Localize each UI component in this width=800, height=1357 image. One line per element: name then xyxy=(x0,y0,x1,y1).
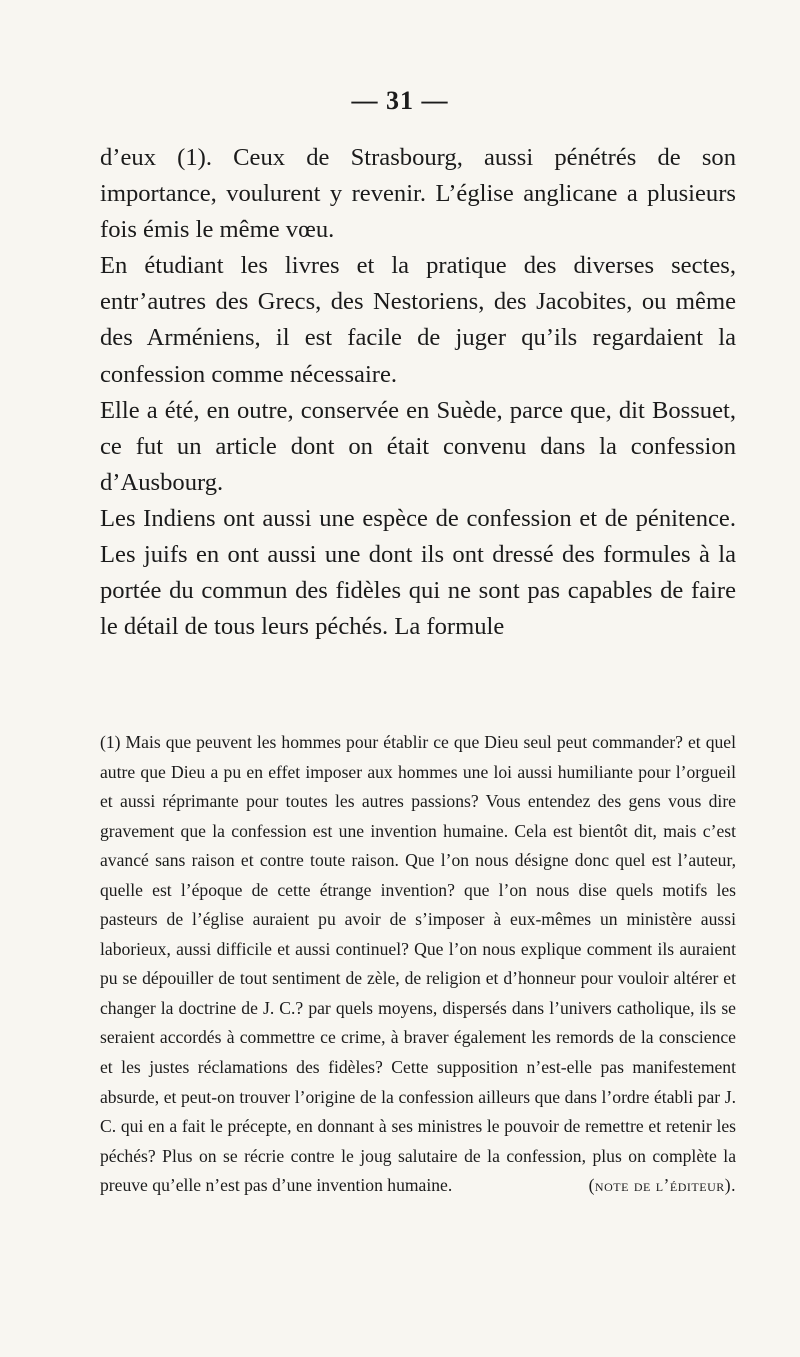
footnote xyxy=(100,728,736,1201)
footnote-text xyxy=(100,728,736,1201)
footnote-attribution: (note de l’éditeur). xyxy=(588,1175,736,1196)
paragraph-4: Les Indiens ont aussi une espèce de confession et de pénitence. Les juifs en ont aussi une dont ils ont dressé des formules à la portée du commun des fidèles qui ne sont pas capables de faire le détail de tous leurs péchés. La formule xyxy=(100,504,736,641)
page-number-header: — 31 — xyxy=(351,86,449,115)
paragraph-3: Elle a été, en outre, conservée en Suède, parce que, dit Bossuet, ce fut un article dont on était convenu dans la confession d’Ausbourg. xyxy=(100,396,736,496)
paragraph-2: En étudiant les livres et la pratique des diverses sectes, entr’autres des Grecs, des Nestoriens, des Jacobites, ou même des Arméniens, il est facile de juger qu’ils regardaient la confession comme nécessaire. xyxy=(100,252,736,388)
paragraph-1: d’eux (1). Ceux de Strasbourg, aussi pénétrés de son importance, voulurent y revenir. L’église anglicane a plusieurs fois émis le même vœu. xyxy=(100,144,736,244)
footnote-body: (1) Mais que peuvent les hommes pour établir ce que Dieu seul peut commander? et quel autre que Dieu a pu en effet imposer aux hommes une loi aussi humiliante pour l’orgueil et aussi réprimante pour toutes les autres passions? Vous entendez des gens vous dire gravement que la confession est une invention humaine. Cela est bientôt dit, mais c’est avancé sans raison et contre toute raison. Que l’on nous désigne donc quel est l’auteur, quelle est l’époque de cette étrange invention? que l’on nous dise quels motifs les pasteurs de l’église auraient pu avoir de s’imposer à eux-mêmes un ministère aussi laborieux, aussi difficile et aussi continuel? Que l’on nous explique comment ils auraient pu se dépouiller de tout sentiment de zèle, de religion et d’honneur pour vouloir altérer et changer la doctrine de J. C.? par quels moyens, dispersés dans l’univers catholique, ils se seraient accordés à commettre ce crime, à braver également les remords de la conscience et les justes réclamations des fidèles? Cette supposition n’est-elle pas manifestement absurde, et peut-on trouver l’origine de la confession ailleurs que dans l’ordre établi par J. C. qui en a fait le précepte, en donnant à ses ministres le pouvoir de remettre et retenir les péchés? Plus on se récrie contre le joug salutaire de la confession, plus on complète la preuve qu’elle n’est pas d’une invention humaine. xyxy=(100,732,736,1196)
main-text xyxy=(100,140,736,645)
